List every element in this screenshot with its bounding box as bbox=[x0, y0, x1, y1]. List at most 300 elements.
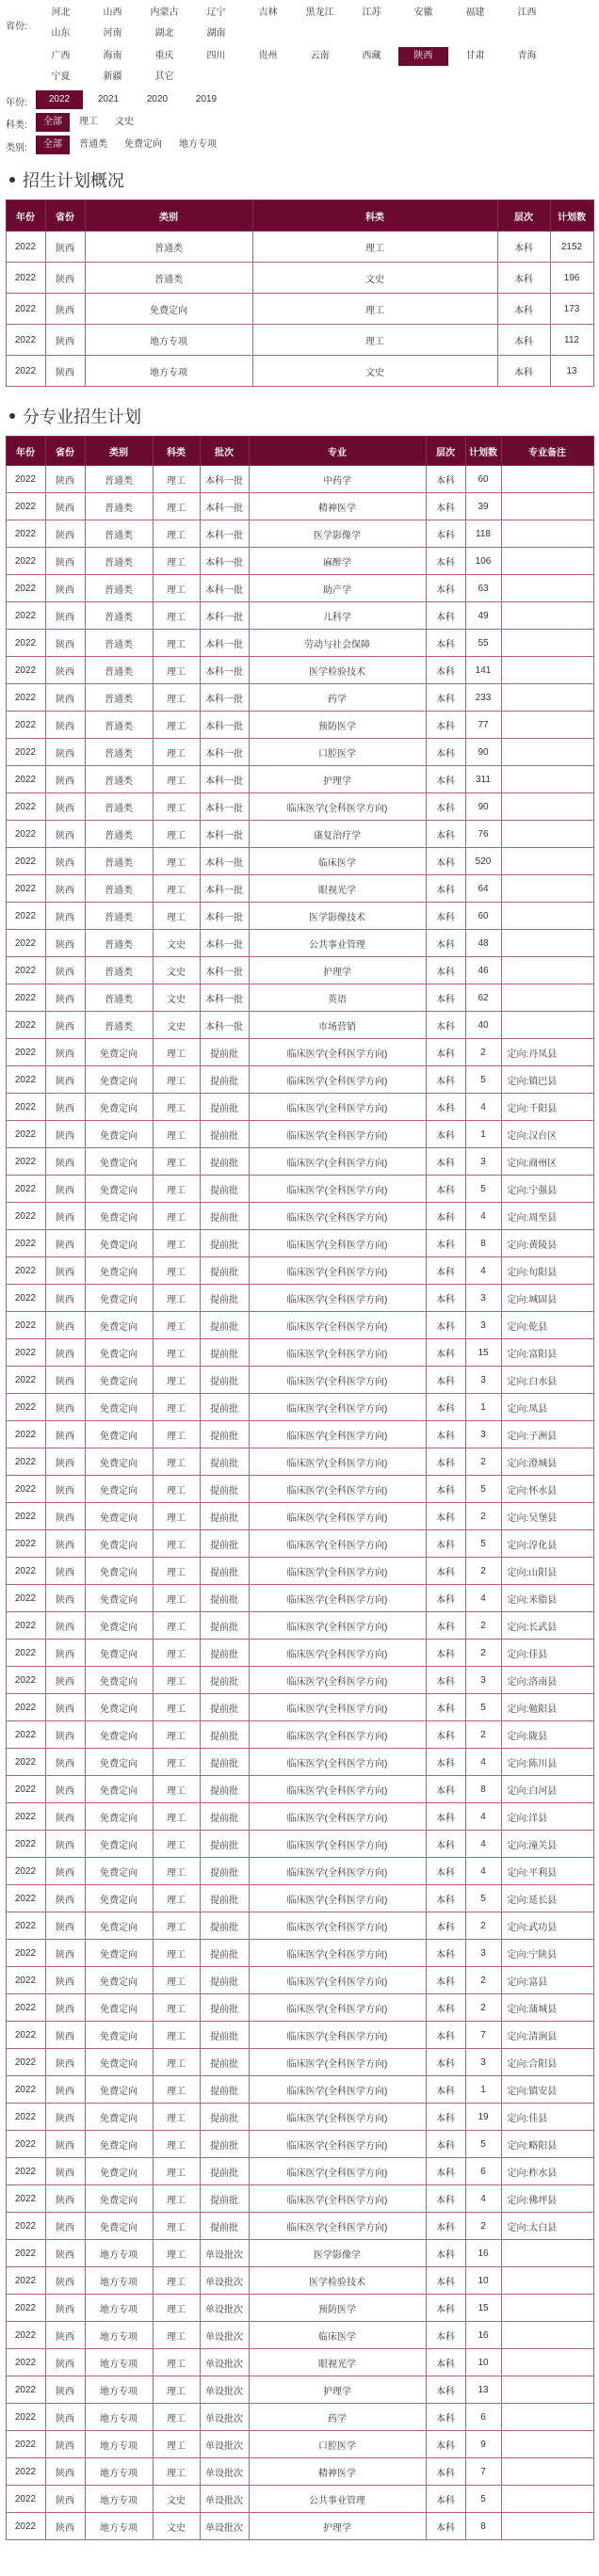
table-cell: 定向:略阳县 bbox=[501, 2131, 593, 2158]
table-cell: 理工 bbox=[153, 1094, 200, 1121]
table-cell: 文史 bbox=[252, 356, 497, 387]
table-cell: 定向:柞水县 bbox=[501, 2158, 593, 2185]
table-cell: 陕西 bbox=[45, 821, 85, 848]
table-cell: 2022 bbox=[6, 1312, 45, 1339]
table-cell: 本科 bbox=[426, 1612, 465, 1640]
province-option[interactable]: 云南 bbox=[310, 51, 330, 61]
table-cell: 定向:陈川县 bbox=[501, 1749, 593, 1776]
table-cell: 本科一批 bbox=[200, 930, 249, 957]
table-cell: 陕西 bbox=[45, 1967, 85, 1994]
table-cell bbox=[501, 2458, 593, 2486]
table-cell: 提前批 bbox=[200, 1094, 249, 1121]
table-cell: 理工 bbox=[252, 232, 497, 263]
table-cell: 医学检验技术 bbox=[249, 2267, 426, 2295]
table-cell: 提前批 bbox=[200, 1940, 249, 1967]
majors-table-header bbox=[6, 437, 593, 466]
table-cell: 本科 bbox=[426, 793, 465, 821]
table-row bbox=[6, 930, 593, 957]
table-cell: 陕西 bbox=[45, 1257, 85, 1285]
table-cell: 2022 bbox=[6, 712, 45, 739]
table-cell: 陕西 bbox=[45, 1885, 85, 1912]
table-cell: 理工 bbox=[153, 1339, 200, 1367]
table-cell: 4 bbox=[465, 1749, 501, 1776]
table-cell: 陕西 bbox=[45, 793, 85, 821]
table-cell: 2022 bbox=[6, 957, 45, 984]
table-cell: 定向:凤县 bbox=[501, 1394, 593, 1421]
province-option[interactable]: 重庆 bbox=[154, 51, 174, 61]
table-cell: 理工 bbox=[153, 875, 200, 903]
table-cell: 提前批 bbox=[200, 1121, 249, 1148]
table-cell bbox=[501, 2513, 593, 2540]
table-cell: 陕西 bbox=[45, 2376, 85, 2404]
table-row bbox=[6, 1066, 593, 1094]
table-cell: 本科 bbox=[426, 1421, 465, 1448]
table-cell: 提前批 bbox=[200, 1476, 249, 1503]
table-cell: 定向:陇县 bbox=[501, 1721, 593, 1749]
table-cell: 本科 bbox=[426, 575, 465, 602]
table-cell: 本科 bbox=[426, 1012, 465, 1039]
table-cell: 本科 bbox=[426, 1121, 465, 1148]
table-cell: 临床医学(全科医学方向) bbox=[249, 1094, 426, 1121]
table-cell: 理工 bbox=[153, 493, 200, 520]
table-cell: 免费定向 bbox=[85, 2213, 153, 2240]
table-cell: 90 bbox=[465, 739, 501, 766]
province-option[interactable]: 青海 bbox=[517, 51, 537, 61]
table-cell: 陕西 bbox=[45, 2240, 85, 2267]
table-cell: 106 bbox=[465, 548, 501, 575]
table-cell: 单设批次 bbox=[200, 2295, 249, 2322]
province-option[interactable]: 新疆 bbox=[103, 72, 122, 82]
table-cell: 陕西 bbox=[45, 2158, 85, 2185]
table-cell: 2022 bbox=[6, 1558, 45, 1585]
province-option[interactable]: 辽宁 bbox=[206, 8, 226, 18]
province-option[interactable]: 陕西 bbox=[398, 47, 448, 66]
table-cell: 理工 bbox=[153, 1066, 200, 1094]
table-row bbox=[6, 263, 593, 294]
table-cell bbox=[501, 520, 593, 548]
column-header: 层次 bbox=[426, 437, 465, 466]
table-cell: 陕西 bbox=[45, 1203, 85, 1230]
table-cell: 免费定向 bbox=[85, 2022, 153, 2049]
table-cell: 单设批次 bbox=[200, 2240, 249, 2267]
province-option[interactable]: 安徽 bbox=[413, 8, 433, 18]
table-cell: 本科 bbox=[426, 1203, 465, 1230]
table-cell: 定向:旬阳县 bbox=[501, 1257, 593, 1285]
province-option[interactable]: 内蒙古 bbox=[150, 8, 179, 18]
year-option[interactable]: 2021 bbox=[97, 94, 120, 104]
table-cell: 本科 bbox=[426, 1476, 465, 1503]
table-cell: 临床医学(全科医学方向) bbox=[249, 2131, 426, 2158]
table-cell: 提前批 bbox=[200, 1640, 249, 1667]
table-cell: 预防医学 bbox=[249, 712, 426, 739]
table-cell: 免费定向 bbox=[85, 1121, 153, 1148]
table-cell: 免费定向 bbox=[85, 1721, 153, 1749]
table-cell: 提前批 bbox=[200, 2076, 249, 2104]
table-cell: 地方专项 bbox=[85, 2404, 153, 2431]
table-cell: 118 bbox=[465, 520, 501, 548]
table-row bbox=[6, 2158, 593, 2185]
table-row bbox=[6, 684, 593, 712]
table-cell: 免费定向 bbox=[85, 2104, 153, 2131]
table-cell: 13 bbox=[550, 356, 593, 387]
table-cell: 陕西 bbox=[45, 1339, 85, 1367]
table-cell: 提前批 bbox=[200, 1312, 249, 1339]
table-cell: 2022 bbox=[6, 1940, 45, 1967]
table-cell: 陕西 bbox=[45, 466, 85, 493]
table-cell: 理工 bbox=[153, 1203, 200, 1230]
table-cell: 本科一批 bbox=[200, 1012, 249, 1039]
table-cell: 陕西 bbox=[45, 1776, 85, 1803]
table-cell: 临床医学(全科医学方向) bbox=[249, 1203, 426, 1230]
table-cell: 本科 bbox=[426, 2240, 465, 2267]
table-cell: 提前批 bbox=[200, 1230, 249, 1257]
table-cell: 临床医学(全科医学方向) bbox=[249, 2185, 426, 2213]
table-cell: 2022 bbox=[6, 2022, 45, 2049]
category-options bbox=[36, 136, 593, 156]
subject-option[interactable]: 理工 bbox=[79, 117, 98, 127]
table-row bbox=[6, 1503, 593, 1530]
table-cell bbox=[501, 602, 593, 630]
table-cell: 196 bbox=[550, 263, 593, 294]
table-cell: 2022 bbox=[6, 2458, 45, 2486]
table-cell: 理工 bbox=[153, 684, 200, 712]
table-cell: 理工 bbox=[153, 575, 200, 602]
table-cell: 2022 bbox=[6, 2240, 45, 2267]
table-cell: 2022 bbox=[6, 1776, 45, 1803]
table-cell: 提前批 bbox=[200, 2049, 249, 2076]
table-cell: 定向:周至县 bbox=[501, 1203, 593, 1230]
column-header: 省份 bbox=[45, 200, 85, 232]
table-cell: 2022 bbox=[6, 793, 45, 821]
year-option[interactable]: 2022 bbox=[36, 90, 83, 109]
table-row bbox=[6, 1558, 593, 1585]
table-cell: 2 bbox=[465, 1967, 501, 1994]
table-cell: 普通类 bbox=[85, 575, 153, 602]
table-cell: 141 bbox=[465, 657, 501, 684]
table-cell: 理工 bbox=[153, 2022, 200, 2049]
province-option[interactable]: 河南 bbox=[103, 28, 122, 39]
table-cell bbox=[501, 930, 593, 957]
table-cell: 陕西 bbox=[45, 1148, 85, 1176]
year-option[interactable]: 2019 bbox=[195, 94, 218, 104]
table-cell: 理工 bbox=[153, 466, 200, 493]
table-row bbox=[6, 1940, 593, 1967]
table-cell: 免费定向 bbox=[85, 1585, 153, 1612]
province-option[interactable]: 甘肃 bbox=[465, 51, 485, 61]
table-row bbox=[6, 356, 593, 387]
column-header: 计划数 bbox=[550, 200, 593, 232]
table-cell: 定向:宁陕县 bbox=[501, 1940, 593, 1967]
province-option[interactable]: 山东 bbox=[51, 28, 71, 39]
table-cell: 2022 bbox=[6, 1367, 45, 1394]
table-cell: 本科 bbox=[426, 957, 465, 984]
category-option[interactable]: 免费定向 bbox=[124, 139, 162, 150]
table-cell: 本科一批 bbox=[200, 903, 249, 930]
table-cell bbox=[501, 984, 593, 1012]
table-cell: 本科 bbox=[426, 1585, 465, 1612]
majors-title: 分专业招生计划 bbox=[23, 408, 141, 426]
table-cell: 本科 bbox=[497, 263, 550, 294]
category-label: 类别: bbox=[6, 142, 27, 153]
table-cell: 本科 bbox=[426, 1694, 465, 1721]
table-cell: 本科 bbox=[426, 630, 465, 657]
table-cell: 2 bbox=[465, 1912, 501, 1940]
table-cell: 本科 bbox=[426, 1858, 465, 1885]
table-cell: 2 bbox=[465, 2213, 501, 2240]
province-option[interactable]: 湖南 bbox=[206, 28, 226, 39]
table-cell: 临床医学(全科医学方向) bbox=[249, 1394, 426, 1421]
table-cell: 单设批次 bbox=[200, 2349, 249, 2376]
subject-option[interactable]: 文史 bbox=[115, 117, 134, 127]
table-cell: 陕西 bbox=[45, 684, 85, 712]
table-cell: 本科一批 bbox=[200, 520, 249, 548]
table-cell: 2 bbox=[465, 1640, 501, 1667]
table-cell: 提前批 bbox=[200, 1667, 249, 1694]
year-option[interactable]: 2020 bbox=[146, 94, 169, 104]
table-cell: 2022 bbox=[6, 2404, 45, 2431]
table-row bbox=[6, 657, 593, 684]
table-cell: 理工 bbox=[153, 1585, 200, 1612]
table-row bbox=[6, 1448, 593, 1476]
table-cell: 本科一批 bbox=[200, 821, 249, 848]
table-cell: 护理学 bbox=[249, 2376, 426, 2404]
table-cell: 提前批 bbox=[200, 1721, 249, 1749]
table-cell: 2022 bbox=[6, 1694, 45, 1721]
table-cell: 临床医学(全科医学方向) bbox=[249, 1257, 426, 1285]
table-cell: 临床医学(全科医学方向) bbox=[249, 1776, 426, 1803]
table-cell: 2022 bbox=[6, 1012, 45, 1039]
table-cell: 定向:延长县 bbox=[501, 1885, 593, 1912]
table-cell: 本科一批 bbox=[200, 548, 249, 575]
table-cell: 理工 bbox=[153, 1503, 200, 1530]
table-cell: 本科 bbox=[426, 1831, 465, 1858]
province-option[interactable]: 河北 bbox=[51, 8, 71, 18]
table-cell: 临床医学(全科医学方向) bbox=[249, 2158, 426, 2185]
table-cell: 理工 bbox=[153, 848, 200, 875]
category-option[interactable]: 地方专项 bbox=[179, 139, 217, 150]
table-cell: 陕西 bbox=[45, 1667, 85, 1694]
province-option[interactable]: 福建 bbox=[465, 8, 485, 18]
table-cell: 2022 bbox=[6, 2213, 45, 2240]
table-cell: 精神医学 bbox=[249, 493, 426, 520]
table-cell: 本科 bbox=[426, 684, 465, 712]
table-cell: 提前批 bbox=[200, 2131, 249, 2158]
table-cell: 理工 bbox=[153, 2267, 200, 2295]
table-cell: 173 bbox=[550, 294, 593, 325]
table-cell: 3 bbox=[465, 1285, 501, 1312]
table-cell: 定向:淳化县 bbox=[501, 1530, 593, 1558]
table-row bbox=[6, 2049, 593, 2076]
table-cell: 2022 bbox=[6, 1066, 45, 1094]
table-cell: 陕西 bbox=[45, 1640, 85, 1667]
table-row bbox=[6, 2513, 593, 2540]
table-cell: 免费定向 bbox=[85, 1640, 153, 1667]
province-option[interactable]: 宁夏 bbox=[51, 72, 71, 82]
table-cell: 5 bbox=[465, 1476, 501, 1503]
subject-option[interactable]: 全部 bbox=[36, 113, 70, 132]
province-option[interactable]: 江苏 bbox=[362, 8, 381, 18]
table-cell: 理工 bbox=[153, 2431, 200, 2458]
table-cell: 定向:镇巴县 bbox=[501, 1066, 593, 1094]
table-row bbox=[6, 793, 593, 821]
table-cell: 2022 bbox=[6, 1203, 45, 1230]
subject-filter-row bbox=[6, 113, 593, 134]
table-cell: 理工 bbox=[153, 712, 200, 739]
table-cell: 免费定向 bbox=[85, 2185, 153, 2213]
table-cell: 2022 bbox=[6, 294, 45, 325]
table-cell: 本科一批 bbox=[200, 602, 249, 630]
table-cell: 2 bbox=[465, 1448, 501, 1476]
table-cell: 普通类 bbox=[85, 984, 153, 1012]
table-row bbox=[6, 232, 593, 263]
table-row bbox=[6, 1530, 593, 1558]
province-option[interactable]: 海南 bbox=[103, 51, 122, 61]
table-cell: 5 bbox=[465, 1176, 501, 1203]
table-cell: 本科 bbox=[426, 930, 465, 957]
table-cell: 定向:米脂县 bbox=[501, 1585, 593, 1612]
province-option[interactable]: 江西 bbox=[517, 8, 537, 18]
category-option[interactable]: 普通类 bbox=[79, 139, 107, 150]
table-cell: 本科 bbox=[426, 2349, 465, 2376]
province-option[interactable]: 湖北 bbox=[154, 28, 174, 39]
table-cell: 临床医学(全科医学方向) bbox=[249, 1421, 426, 1448]
province-option[interactable]: 其它 bbox=[154, 72, 174, 82]
province-option[interactable]: 广西 bbox=[51, 51, 71, 61]
table-cell: 本科 bbox=[426, 548, 465, 575]
table-row bbox=[6, 2486, 593, 2513]
table-cell: 地方专项 bbox=[85, 2513, 153, 2540]
table-row bbox=[6, 1121, 593, 1148]
table-row bbox=[6, 848, 593, 875]
table-cell: 免费定向 bbox=[85, 1257, 153, 1285]
table-cell: 公共事业管理 bbox=[249, 930, 426, 957]
table-row bbox=[6, 1803, 593, 1831]
table-cell: 理工 bbox=[153, 630, 200, 657]
table-cell bbox=[501, 848, 593, 875]
table-cell: 理工 bbox=[153, 1421, 200, 1448]
table-cell: 理工 bbox=[153, 1694, 200, 1721]
province-option[interactable]: 黑龙江 bbox=[305, 8, 334, 18]
table-cell: 提前批 bbox=[200, 2213, 249, 2240]
table-row bbox=[6, 1148, 593, 1176]
table-cell: 临床医学(全科医学方向) bbox=[249, 1858, 426, 1885]
table-cell: 定向:黄陵县 bbox=[501, 1230, 593, 1257]
table-cell: 理工 bbox=[153, 1858, 200, 1885]
table-cell: 2022 bbox=[6, 875, 45, 903]
table-cell bbox=[501, 821, 593, 848]
table-cell: 5 bbox=[465, 2486, 501, 2513]
table-cell: 提前批 bbox=[200, 1367, 249, 1394]
province-filter-row bbox=[6, 4, 593, 45]
table-cell: 临床医学(全科医学方向) bbox=[249, 1121, 426, 1148]
table-cell: 60 bbox=[465, 466, 501, 493]
table-cell: 普通类 bbox=[85, 1012, 153, 1039]
table-cell bbox=[501, 712, 593, 739]
year-label: 年份: bbox=[6, 97, 27, 108]
table-cell: 临床医学(全科医学方向) bbox=[249, 1039, 426, 1066]
table-cell: 陕西 bbox=[45, 1612, 85, 1640]
table-cell: 陕西 bbox=[45, 1585, 85, 1612]
category-option[interactable]: 全部 bbox=[36, 136, 70, 154]
table-cell: 提前批 bbox=[200, 2104, 249, 2131]
table-cell: 普通类 bbox=[85, 602, 153, 630]
table-cell: 2022 bbox=[6, 2185, 45, 2213]
province-option[interactable]: 贵州 bbox=[258, 51, 278, 61]
table-cell: 文史 bbox=[153, 957, 200, 984]
table-cell: 定向:子洲县 bbox=[501, 1421, 593, 1448]
table-cell: 本科 bbox=[426, 2267, 465, 2295]
table-cell: 定向:佳县 bbox=[501, 2104, 593, 2131]
province-option[interactable]: 四川 bbox=[206, 51, 226, 61]
table-cell: 2022 bbox=[6, 630, 45, 657]
table-row bbox=[6, 2458, 593, 2486]
table-cell: 本科 bbox=[426, 848, 465, 875]
table-cell: 3 bbox=[465, 1421, 501, 1448]
table-cell: 提前批 bbox=[200, 1858, 249, 1885]
table-cell: 2022 bbox=[6, 1448, 45, 1476]
table-cell: 临床医学(全科医学方向) bbox=[249, 2104, 426, 2131]
table-cell: 2022 bbox=[6, 739, 45, 766]
table-cell: 本科 bbox=[426, 2513, 465, 2540]
table-cell: 陕西 bbox=[45, 1940, 85, 1967]
table-cell: 本科 bbox=[497, 325, 550, 356]
table-cell: 临床医学(全科医学方向) bbox=[249, 1176, 426, 1203]
table-cell: 免费定向 bbox=[85, 1940, 153, 1967]
table-cell: 提前批 bbox=[200, 1912, 249, 1940]
table-cell: 陕西 bbox=[45, 2322, 85, 2349]
table-cell: 6 bbox=[465, 2404, 501, 2431]
table-cell: 本科 bbox=[426, 1039, 465, 1066]
table-cell: 陕西 bbox=[45, 2267, 85, 2295]
table-cell: 2022 bbox=[6, 493, 45, 520]
table-cell: 免费定向 bbox=[85, 1476, 153, 1503]
table-row bbox=[6, 294, 593, 325]
table-cell: 口腔医学 bbox=[249, 739, 426, 766]
table-cell: 免费定向 bbox=[85, 1367, 153, 1394]
table-cell: 8 bbox=[465, 1230, 501, 1257]
province-option[interactable]: 吉林 bbox=[258, 8, 278, 18]
table-cell: 免费定向 bbox=[85, 2158, 153, 2185]
table-cell: 临床医学(全科医学方向) bbox=[249, 793, 426, 821]
province-option[interactable]: 西藏 bbox=[362, 51, 381, 61]
table-cell: 免费定向 bbox=[85, 1094, 153, 1121]
table-cell: 本科一批 bbox=[200, 848, 249, 875]
table-cell: 本科 bbox=[497, 232, 550, 263]
table-cell: 理工 bbox=[153, 1612, 200, 1640]
table-cell: 文史 bbox=[153, 930, 200, 957]
table-cell: 本科 bbox=[426, 1176, 465, 1203]
table-cell: 2022 bbox=[6, 1721, 45, 1749]
province-option[interactable]: 山西 bbox=[103, 8, 122, 18]
table-row bbox=[6, 984, 593, 1012]
table-cell: 提前批 bbox=[200, 1694, 249, 1721]
table-cell: 临床医学(全科医学方向) bbox=[249, 1230, 426, 1257]
table-cell: 本科 bbox=[426, 520, 465, 548]
table-row bbox=[6, 2076, 593, 2104]
table-cell: 药学 bbox=[249, 2404, 426, 2431]
table-cell: 本科 bbox=[426, 1558, 465, 1585]
table-cell: 2022 bbox=[6, 548, 45, 575]
table-cell: 本科 bbox=[426, 821, 465, 848]
table-cell: 定向:武功县 bbox=[501, 1912, 593, 1940]
table-cell: 2022 bbox=[6, 2322, 45, 2349]
table-cell: 理工 bbox=[153, 1803, 200, 1831]
table-cell: 2022 bbox=[6, 1148, 45, 1176]
table-cell: 提前批 bbox=[200, 1558, 249, 1585]
table-row bbox=[6, 903, 593, 930]
table-cell: 2022 bbox=[6, 2049, 45, 2076]
table-cell: 陕西 bbox=[45, 1721, 85, 1749]
